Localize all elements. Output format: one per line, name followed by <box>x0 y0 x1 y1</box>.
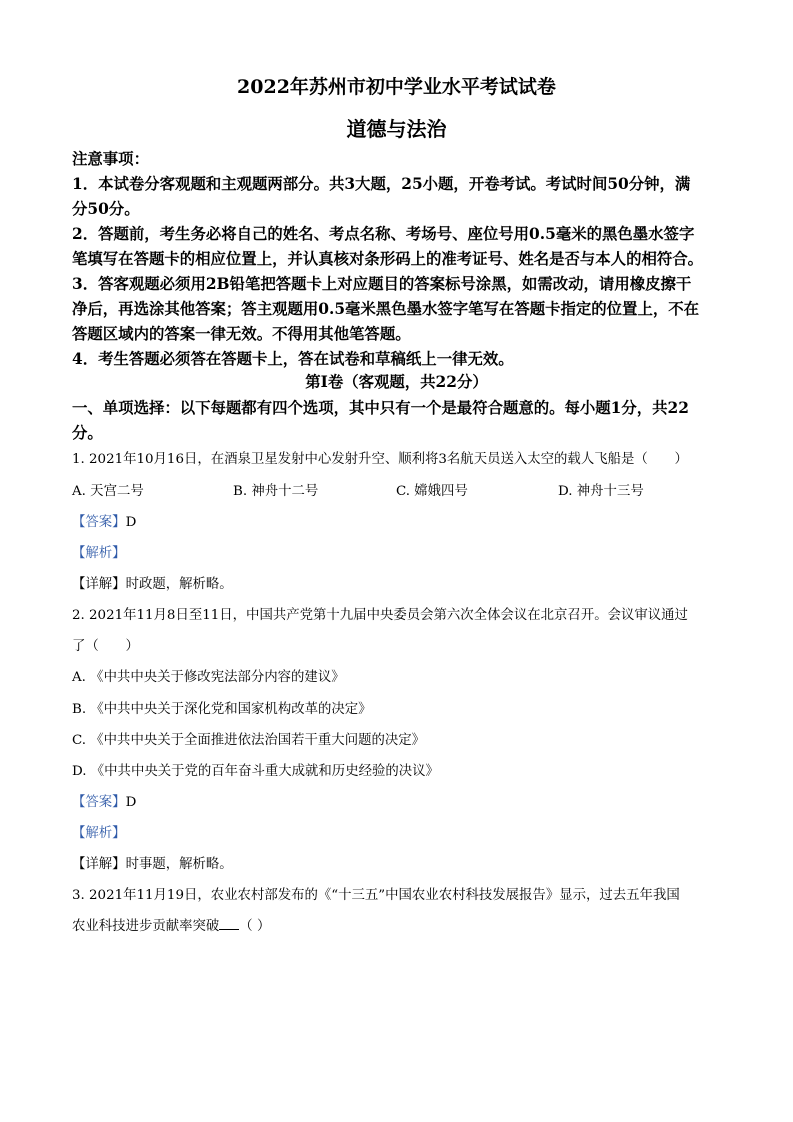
q2-analysis-tag: 【解析】 <box>72 826 126 841</box>
q1-answer: D <box>125 515 137 530</box>
q2-option-d: D. 《中共中央关于党的百年奋斗重大成就和历史经验的决议》 <box>72 764 439 779</box>
notice-item-3-line-3: 答题区域内的答案一律无效。不得用其他笔答题。 <box>72 325 411 343</box>
q2-answer: D <box>125 795 137 810</box>
q2-detail: 时事题，解析略。 <box>125 857 233 872</box>
q3-stem-line-1: 3. 2021年11月19日，农业农村部发布的《“十三五”中国农业农村科技发展报告》显示，过去五年我国 <box>72 888 680 903</box>
q3-stem-line-2 <box>72 915 270 934</box>
notice-item-3-line-1: 3．答客观题必须用2B铅笔把答题卡上对应题目的答案标号涂黑，如需改动，请用橡皮擦干 <box>72 275 692 293</box>
q3-answer-blank <box>219 917 239 930</box>
notice-item-4-line-1: 4．考生答题必须答在答题卡上，答在试卷和草稿纸上一律无效。 <box>72 350 514 368</box>
notice-item-2-line-2: 笔填写在答题卡的相应位置上，并认真核对条形码上的准考证号、姓名是否与本人的相符合。 <box>72 250 704 268</box>
exam-title: 2022年苏州市初中学业水平考试试卷 <box>237 76 556 98</box>
q1-analysis-tag: 【解析】 <box>72 546 126 561</box>
q2-detail-tag: 【详解】 <box>72 857 126 872</box>
q2-option-c: C. 《中共中央关于全面推进依法治国若干重大问题的决定》 <box>72 733 426 748</box>
q1-detail: 时政题，解析略。 <box>125 577 233 592</box>
q2-detail-line <box>72 853 233 872</box>
section-instruction-line-2: 分。 <box>72 424 103 442</box>
q2-answer-line <box>72 791 136 810</box>
notice-heading: 注意事项： <box>72 150 149 168</box>
q1-detail-line <box>72 573 233 592</box>
notice-item-1-line-2: 分50分。 <box>72 200 140 218</box>
q1-option-b: B. 神舟十二号 <box>233 484 319 499</box>
q2-stem-line-1: 2. 2021年11月8日至11日，中国共产党第十九届中央委员会第六次全体会议在北京召开。会议审议通过 <box>72 608 688 623</box>
q2-stem-line-2: 了（ ） <box>72 639 139 654</box>
subject-title: 道德与法治 <box>346 117 447 141</box>
notice-item-2-line-1: 2．答题前，考生务必将自己的姓名、考点名称、考场号、座位号用0.5毫米的黑色墨水签字 <box>72 225 695 243</box>
q1-answer-line <box>72 511 136 530</box>
q3-stem-line-2-text: 农业科技进步贡献率突破 <box>72 919 220 934</box>
q3-stem-line-2-bracket: （ ） <box>239 919 271 934</box>
q1-option-c: C. 嫦娥四号 <box>396 484 468 499</box>
notice-item-1-line-1: 1．本试卷分客观题和主观题两部分。共3大题，25小题，开卷考试。考试时间50分钟，满 <box>72 175 691 193</box>
q1-detail-tag: 【详解】 <box>72 577 126 592</box>
q2-option-b: B. 《中共中央关于深化党和国家机构改革的决定》 <box>72 702 372 717</box>
section-title: 第Ⅰ卷（客观题，共22分） <box>305 373 488 391</box>
notice-item-3-line-2: 净后，再选涂其他答案；答主观题用0.5毫米黑色墨水签字笔写在答题卡指定的位置上，不在 <box>72 300 700 318</box>
section-instruction-line-1: 一、单项选择：以下每题都有四个选项，其中只有一个是最符合题意的。每小题1分，共22 <box>72 399 689 417</box>
q1-option-a: A. 天宫二号 <box>72 484 144 499</box>
q1-option-d: D. 神舟十三号 <box>558 484 644 499</box>
q1-stem: 1. 2021年10月16日，在酒泉卫星发射中心发射升空、顺利将3名航天员送入太空的载人飞船是（ ） <box>72 452 688 467</box>
q2-answer-tag: 【答案】 <box>72 795 126 810</box>
q2-option-a: A. 《中共中央关于修改宪法部分内容的建议》 <box>72 670 345 685</box>
q1-answer-tag: 【答案】 <box>72 515 126 530</box>
